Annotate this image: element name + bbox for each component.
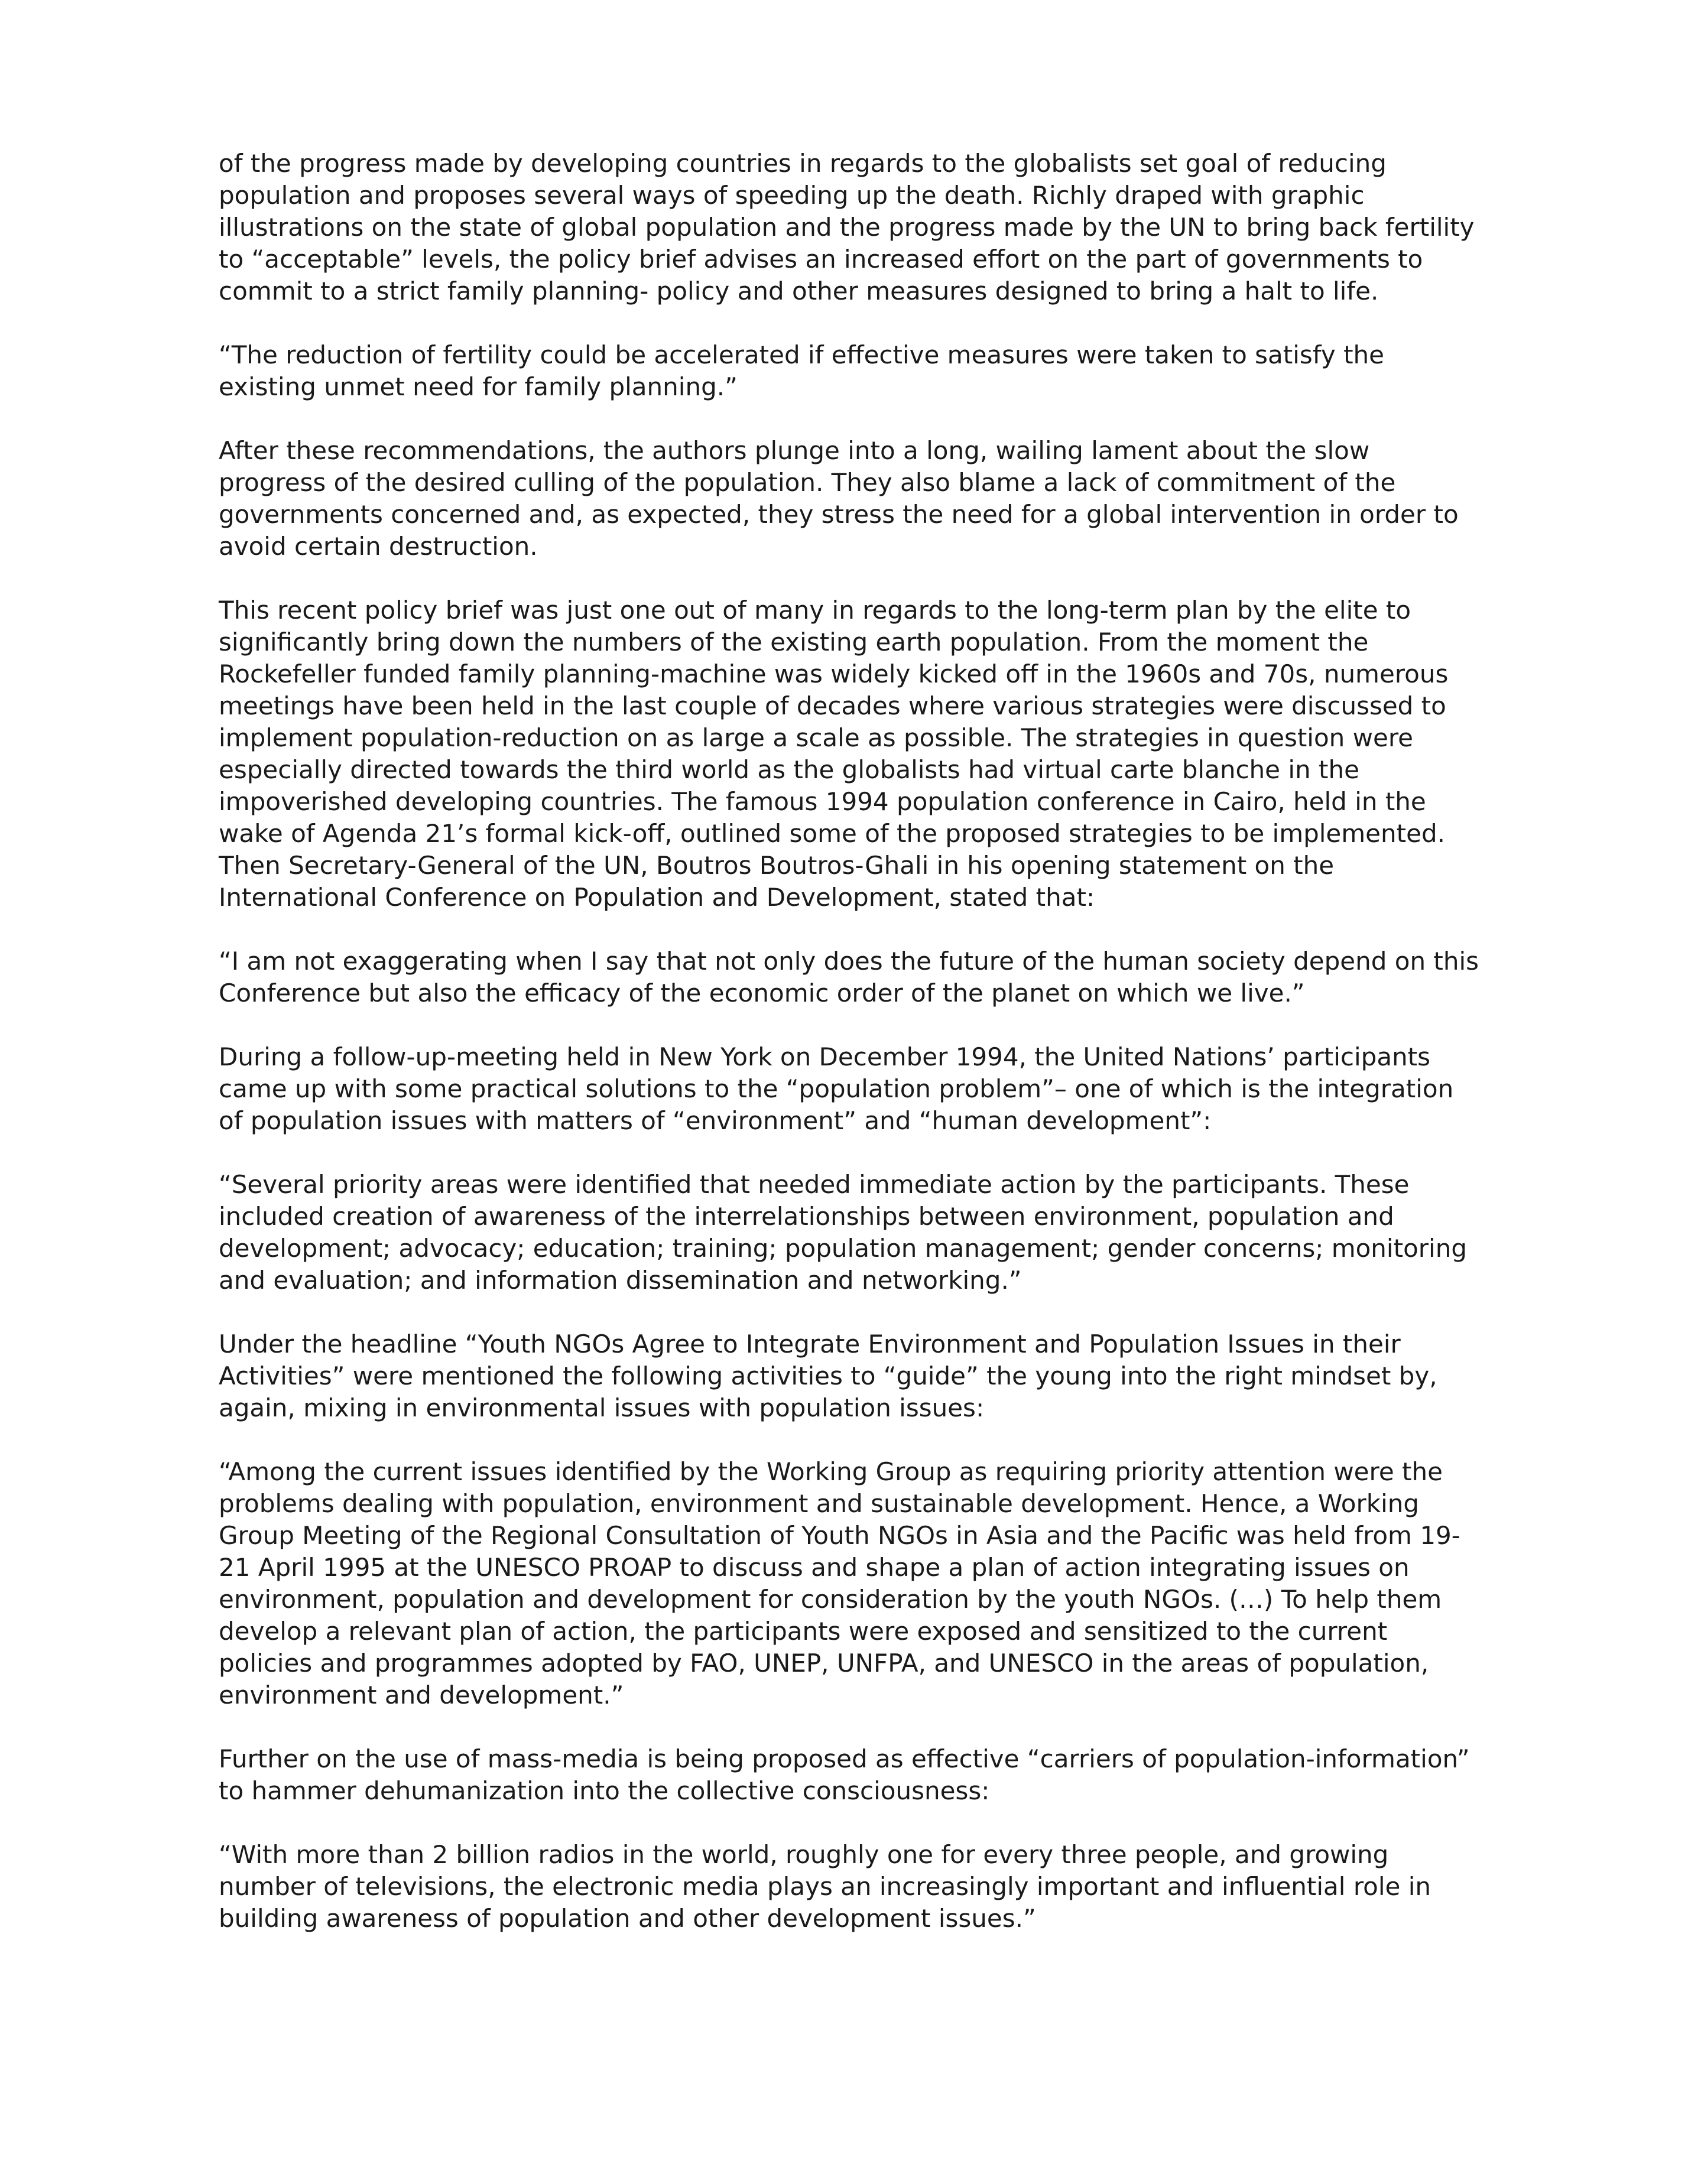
paragraph-follow-up-meeting: During a follow-up-meeting held in New York on December 1994, the United Nations’ participants came up with some practical solutions to the “population problem”– one of which is the integration of population issues with matters of “environment” and “human development”: (219, 1042, 1454, 1135)
quote-radios-televisions: “With more than 2 billion radios in the world, roughly one for every three people, and growing number of televisions, the electronic media plays an increasingly important and influential role in building awareness of population and other development issues.” (219, 1840, 1431, 1933)
paragraph-intro-continued: of the progress made by developing countries in regards to the globalists set goal of reducing population and proposes several ways of speeding up the death. Richly draped with graphic illustrations on the state of global population and the progress made by the UN to bring back fertility to “acceptable” levels, the policy brief advises an increased effort on the part of governments to commit to a strict family planning- policy and other measures designed to bring a halt to life. (219, 149, 1475, 306)
quote-priority-areas: “Several priority areas were identified that needed immediate action by the participants. These included creation of awareness of the interrelationships between environment, population and development; advocacy; education; training; population management; gender concerns; monitoring and evaluation; and information dissemination and networking.” (219, 1170, 1467, 1295)
paragraph-policy-brief-history: This recent policy brief was just one out of many in regards to the long-term plan by the elite to significantly bring down the numbers of the existing earth population. From the moment the Rockefeller funded family planning-machine was widely kicked off in the 1960s and 70s, numerous meetings have been held in the last couple of decades where various strategies were discussed to implement population-reduction on as large a scale as possible. The strategies in question were especially directed towards the third world as the globalists had virtual carte blanche in the impoverished developing countries. The famous 1994 population conference in Cairo, held in the wake of Agenda 21’s formal kick-off, outlined some of the proposed strategies to be implemented. Then Secretary-General of the UN, Boutros Boutros-Ghali in his opening statement on the International Conference on Population and Development, stated that: (219, 596, 1449, 912)
quote-fertility-reduction: “The reduction of fertility could be accelerated if effective measures were taken to satisfy the existing unmet need for family planning.” (219, 340, 1384, 401)
quote-working-group: “Among the current issues identified by the Working Group as requiring priority attention were the problems dealing with population, environment and sustainable development. Hence, a Working Group Meeting of the Regional Consultation of Youth NGOs in Asia and the Pacific was held from 19-21 April 1995 at the UNESCO PROAP to discuss and shape a plan of action integrating issues on environment, population and development for consideration by the youth NGOs. (…) To help them develop a relevant plan of action, the participants were exposed and sensitized to the current policies and programmes adopted by FAO, UNEP, UNFPA, and UNESCO in the areas of population, environment and development.” (219, 1457, 1460, 1710)
paragraph-mass-media: Further on the use of mass-media is being proposed as effective “carriers of population-information” to hammer dehumanization into the collective consciousness: (219, 1744, 1470, 1805)
document-body (219, 148, 1484, 1935)
paragraph-youth-ngos: Under the headline “Youth NGOs Agree to Integrate Environment and Population Issues in their Activities” were mentioned the following activities to “guide” the young into the right mindset by, again, mixing in environmental issues with population issues: (219, 1330, 1437, 1422)
quote-boutros-ghali: “I am not exaggerating when I say that not only does the future of the human society depend on this Conference but also the efficacy of the economic order of the planet on which we live.” (219, 947, 1479, 1008)
paragraph-recommendations: After these recommendations, the authors plunge into a long, wailing lament about the slow progress of the desired culling of the population. They also blame a lack of commitment of the governments concerned and, as expected, they stress the need for a global intervention in order to avoid certain destruction. (219, 436, 1459, 561)
